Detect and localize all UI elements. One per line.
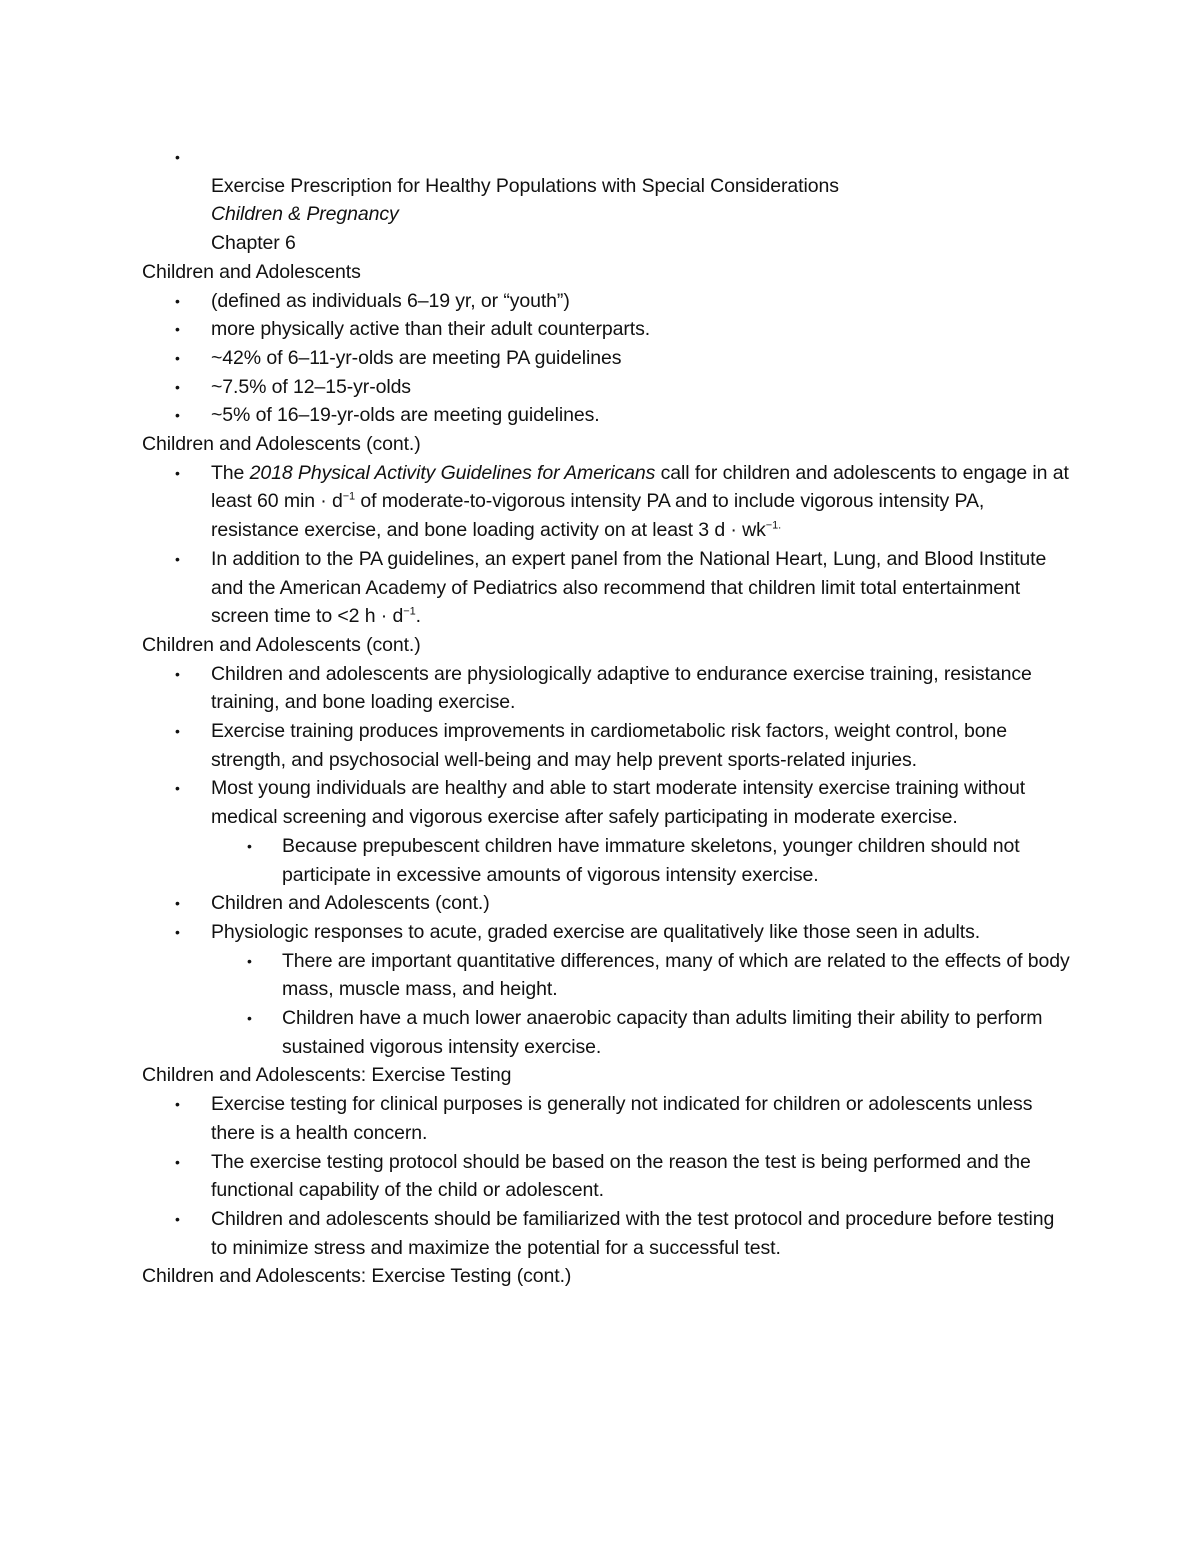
bullet-icon: • <box>175 149 180 165</box>
list-item <box>0 1090 1071 1147</box>
list-item <box>0 889 1071 918</box>
list-item-text: Children and adolescents should be familiarized with the test protocol and procedure before testing to minimize stress and maximize the potential for a successful test. <box>211 1208 1055 1259</box>
bullet-icon: • <box>247 1010 252 1027</box>
bullet-icon: • <box>175 321 180 338</box>
bullet-icon: • <box>175 407 180 424</box>
list-item <box>0 315 1071 344</box>
section-heading: Children and Adolescents <box>142 260 361 283</box>
list-item <box>0 660 1071 717</box>
list-item-text: The 2018 Physical Activity Guidelines for Americans call for children and adolescents to engage in at least 60 $\min \cdot d^{-1}$ of moderate-to-vigorous intensity PA and to include vigorous intensity PA, resistance exercise, and bone loading activity on at least 3 $d \cdot wk^{-1.}$ <box>211 461 1069 542</box>
list-item <box>0 774 1071 831</box>
bullet-icon: • <box>175 550 180 567</box>
list-item-text: In addition to the PA guidelines, an expert panel from the National Heart, Lung, and Blood Institute and the American Academy of Pediatrics also recommend that children limit total entertainment screen time to <2 $h \cdot d^{-1}$. <box>211 547 1047 628</box>
list-item-text: Children and adolescents are physiologically adaptive to endurance exercise training, resistance training, and bone loading exercise. <box>211 662 1032 714</box>
guidelines-title: 2018 Physical Activity Guidelines for Americans <box>249 461 656 484</box>
list-item <box>0 717 1071 774</box>
list-item <box>0 1148 1071 1205</box>
list-item-text: (defined as individuals 6–19 yr, or “youth”) <box>211 289 570 312</box>
list-item-text: Exercise training produces improvements in cardiometabolic risk factors, weight control, bone strength, and psychosocial well-being and may help prevent sports-related injuries. <box>211 720 1007 771</box>
bullet-icon: • <box>175 665 180 682</box>
section-heading: Children and Adolescents: Exercise Testing <box>142 1064 512 1087</box>
list-item-text: Children have a much lower anaerobic capacity than adults limiting their ability to perform sustained vigorous intensity exercise. <box>282 1007 1043 1058</box>
list-item <box>0 459 1071 545</box>
list-item <box>0 918 1071 947</box>
sub-list-item <box>0 1004 1072 1061</box>
bullet-icon: • <box>175 780 180 797</box>
list-item <box>0 545 1071 631</box>
list-item-text: Children and Adolescents (cont.) <box>211 892 490 915</box>
list-item <box>0 344 1071 373</box>
list-item-text: There are important quantitative differences, many of which are related to the effects of body mass, muscle mass, and height. <box>282 949 1070 1001</box>
bullet-icon: • <box>175 378 180 395</box>
bullet-icon: • <box>247 952 252 969</box>
bullet-icon: • <box>175 1096 180 1113</box>
section-heading: Children and Adolescents (cont.) <box>142 633 421 656</box>
bullet-icon: • <box>175 923 180 940</box>
list-item <box>0 1205 1071 1262</box>
chapter-label: Chapter 6 <box>211 232 296 255</box>
list-item-text: The exercise testing protocol should be based on the reason the test is being performed and the functional capability of the child or adolescent. <box>211 1150 1031 1202</box>
bullet-icon: • <box>175 1153 180 1170</box>
list-item-text: Exercise testing for clinical purposes is generally not indicated for children or adolescents unless there is a health concern. <box>211 1093 1033 1144</box>
list-item <box>0 401 1071 430</box>
bullet-icon: • <box>175 895 180 912</box>
sub-list-item <box>0 832 1072 889</box>
bullet-icon: • <box>175 723 180 740</box>
sub-list-item <box>0 947 1072 1004</box>
list-item-text: Most young individuals are healthy and able to start moderate intensity exercise training without medical screening and vigorous exercise after safely participating in moderate exercise. <box>211 777 1026 829</box>
list-item-text: Physiologic responses to acute, graded exercise are qualitatively like those seen in adults. <box>211 920 981 943</box>
list-item <box>0 143 1200 172</box>
list-item-text: ~42% of 6–11-yr-olds are meeting PA guidelines <box>211 346 622 369</box>
bullet-icon: • <box>175 1211 180 1227</box>
bullet-icon: • <box>247 837 252 854</box>
section-heading: Children and Adolescents: Exercise Testing (cont.) <box>142 1265 572 1288</box>
list-item <box>0 373 1071 402</box>
list-item-text: ~7.5% of 12–15-yr-olds <box>211 375 411 398</box>
document-body <box>0 143 1200 1291</box>
bullet-icon: • <box>175 464 180 481</box>
list-item-text: ~5% of 16–19-yr-olds are meeting guidelines. <box>211 404 600 427</box>
section-heading: Children and Adolescents (cont.) <box>142 433 421 456</box>
document-title: Exercise Prescription for Healthy Populations with Special Considerations <box>211 174 839 197</box>
document-subtitle: Children & Pregnancy <box>211 203 399 226</box>
bullet-icon: • <box>175 349 180 366</box>
list-item-text: Because prepubescent children have immature skeletons, younger children should not participate in excessive amounts of vigorous intensity exercise. <box>282 834 1020 886</box>
list-item-text: more physically active than their adult counterparts. <box>211 318 651 341</box>
bullet-icon: • <box>175 292 180 309</box>
list-item <box>0 287 1071 316</box>
